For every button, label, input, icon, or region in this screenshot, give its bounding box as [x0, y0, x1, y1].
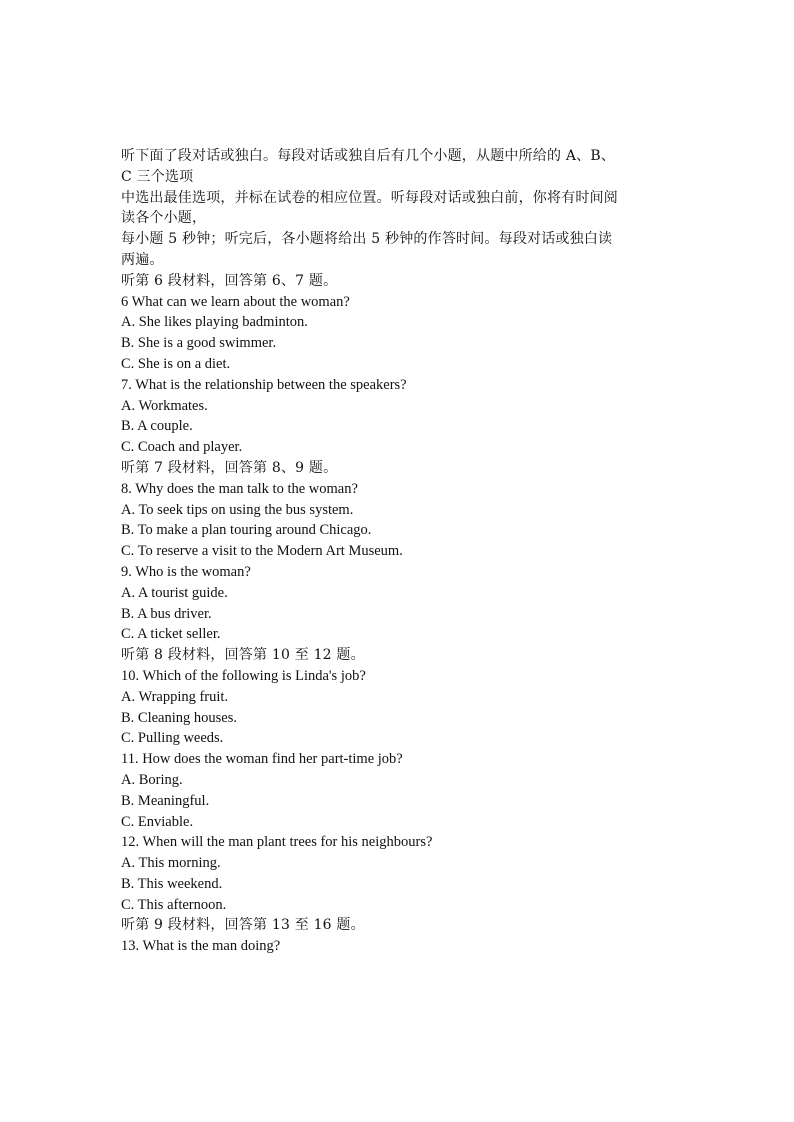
option-line: A. She likes playing badminton. [121, 314, 308, 331]
option-line: B. A couple. [121, 418, 193, 435]
option-line: A. Wrapping fruit. [121, 688, 229, 705]
question-9: 9. Who is the woman? [121, 563, 251, 580]
instruction-line: 读各个小题， [121, 210, 207, 227]
option-line: C. Pulling weeds. [121, 730, 224, 747]
section-heading: 听第 6 段材料，回答第 6、7 题。 [121, 272, 338, 289]
section-heading: 听第 9 段材料，回答第 13 至 16 题。 [121, 917, 365, 934]
option-line: A. Workmates. [121, 397, 208, 414]
option-line: B. She is a good swimmer. [121, 335, 277, 352]
option-line: C. To reserve a visit to the Modern Art Museum. [121, 543, 403, 560]
option-line: C. Coach and player. [121, 439, 243, 456]
option-line: B. A bus driver. [121, 605, 212, 622]
section-heading: 听第 7 段材料，回答第 8、9 题。 [121, 459, 338, 476]
question-8: 8. Why does the man talk to the woman? [121, 480, 358, 497]
instruction-line: C 三个选项 [121, 168, 194, 185]
instruction-line: 每小题 5 秒钟；听完后，各小题将给出 5 秒钟的作答时间。每段对话或独白读 [121, 231, 613, 248]
option-line: A. A tourist guide. [121, 584, 228, 601]
option-line: C. Enviable. [121, 813, 194, 830]
document-page [121, 146, 686, 957]
option-line: C. This afternoon. [121, 896, 227, 913]
option-line: B. This weekend. [121, 875, 223, 892]
option-line: A. This morning. [121, 855, 221, 872]
option-line: B. Cleaning houses. [121, 709, 237, 726]
option-line: A. To seek tips on using the bus system. [121, 501, 354, 518]
question-12: 12. When will the man plant trees for his neighbours? [121, 834, 433, 851]
section-heading: 听第 8 段材料，回答第 10 至 12 题。 [121, 647, 365, 664]
question-7: 7. What is the relationship between the speakers? [121, 376, 407, 393]
instruction-line: 中选出最佳选项，并标在试卷的相应位置。听每段对话或独白前，你将有时间阅 [121, 189, 618, 206]
option-line: B. Meaningful. [121, 792, 210, 809]
question-13: 13. What is the man doing? [121, 938, 281, 955]
instruction-line: 听下面了段对话或独白。每段对话或独自后有几个小题，从题中所给的 A、B、 [121, 148, 616, 164]
option-line: C. A ticket seller. [121, 626, 221, 643]
question-6: 6 What can we learn about the woman? [121, 293, 350, 310]
option-line: B. To make a plan touring around Chicago. [121, 522, 372, 539]
question-10: 10. Which of the following is Linda's job? [121, 667, 366, 684]
question-11: 11. How does the woman find her part-time job? [121, 751, 403, 768]
option-line: A. Boring. [121, 771, 183, 788]
instruction-line: 两遍。 [121, 251, 164, 268]
option-line: C. She is on a diet. [121, 355, 231, 372]
